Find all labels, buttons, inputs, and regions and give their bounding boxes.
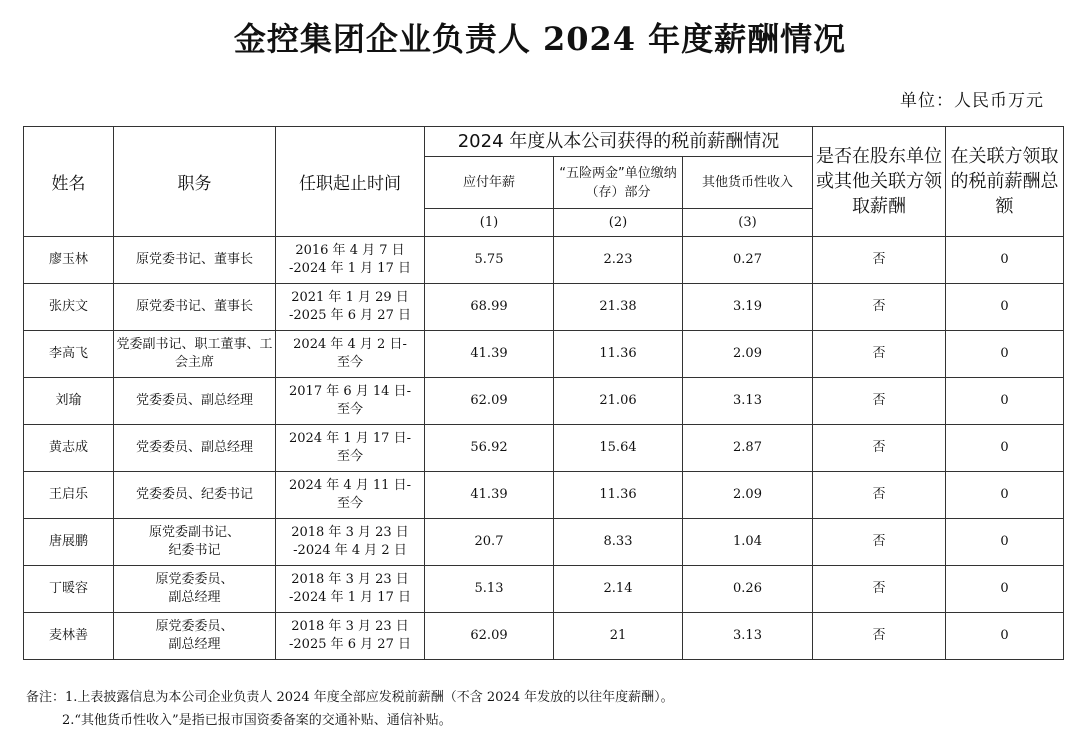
cell-related-pay: 否 — [813, 613, 946, 660]
cell-salary: 5.75 — [425, 237, 554, 284]
cell-name: 黄志成 — [24, 425, 114, 472]
cell-position: 原党委副书记、 纪委书记 — [114, 519, 276, 566]
cell-tenure: 2024 年 4 月 2 日- 至今 — [276, 331, 425, 378]
cell-tenure: 2018 年 3 月 23 日 -2024 年 4 月 2 日 — [276, 519, 425, 566]
cell-tenure: 2021 年 1 月 29 日 -2025 年 6 月 27 日 — [276, 284, 425, 331]
table-row — [24, 613, 1064, 660]
cell-name: 唐展鹏 — [24, 519, 114, 566]
cell-salary: 20.7 — [425, 519, 554, 566]
header-col-3: (3) — [683, 209, 813, 237]
table-row — [24, 331, 1064, 378]
table-row — [24, 472, 1064, 519]
cell-related-total: 0 — [946, 284, 1064, 331]
cell-related-total: 0 — [946, 237, 1064, 284]
cell-salary: 5.13 — [425, 566, 554, 613]
cell-position: 党委委员、纪委书记 — [114, 472, 276, 519]
cell-salary: 68.99 — [425, 284, 554, 331]
cell-name: 刘瑜 — [24, 378, 114, 425]
cell-insurance: 2.14 — [554, 566, 683, 613]
cell-tenure: 2018 年 3 月 23 日 -2024 年 1 月 17 日 — [276, 566, 425, 613]
cell-name: 廖玉林 — [24, 237, 114, 284]
cell-insurance: 21.38 — [554, 284, 683, 331]
table-row — [24, 378, 1064, 425]
header-col-2: (2) — [554, 209, 683, 237]
cell-salary: 62.09 — [425, 613, 554, 660]
cell-insurance: 2.23 — [554, 237, 683, 284]
cell-tenure: 2017 年 6 月 14 日- 至今 — [276, 378, 425, 425]
cell-related-total: 0 — [946, 425, 1064, 472]
note-1: 备注：1.上表披露信息为本公司企业负责人 2024 年度全部应发税前薪酬（不含 2024 年发放的以往年度薪酬）。 — [26, 690, 674, 705]
table-row — [24, 284, 1064, 331]
cell-insurance: 21.06 — [554, 378, 683, 425]
cell-related-pay: 否 — [813, 425, 946, 472]
cell-insurance: 8.33 — [554, 519, 683, 566]
header-name: 姓名 — [24, 127, 114, 237]
cell-tenure: 2016 年 4 月 7 日 -2024 年 1 月 17 日 — [276, 237, 425, 284]
cell-name: 张庆文 — [24, 284, 114, 331]
cell-name: 李高飞 — [24, 331, 114, 378]
cell-related-total: 0 — [946, 472, 1064, 519]
header-other-income: 其他货币性收入 — [683, 157, 813, 209]
cell-related-pay: 否 — [813, 284, 946, 331]
cell-salary: 41.39 — [425, 472, 554, 519]
cell-insurance: 11.36 — [554, 331, 683, 378]
cell-position: 原党委书记、董事长 — [114, 284, 276, 331]
header-related-pay: 是否在股东单位或其他关联方领取薪酬 — [813, 127, 946, 237]
cell-other-income: 2.09 — [683, 331, 813, 378]
cell-tenure: 2024 年 4 月 11 日- 至今 — [276, 472, 425, 519]
note-2: 2.“其他货币性收入”是指已报市国资委备案的交通补贴、通信补贴。 — [62, 713, 452, 728]
unit-label: 单位：人民币万元 — [900, 91, 1044, 111]
cell-other-income: 3.13 — [683, 378, 813, 425]
header-salary: 应付年薪 — [425, 157, 554, 209]
cell-related-total: 0 — [946, 378, 1064, 425]
table-row — [24, 566, 1064, 613]
cell-name: 丁暖容 — [24, 566, 114, 613]
cell-related-pay: 否 — [813, 331, 946, 378]
page-title: 金控集团企业负责人 2024 年度薪酬情况 — [233, 20, 847, 58]
header-col-1: (1) — [425, 209, 554, 237]
cell-related-pay: 否 — [813, 566, 946, 613]
cell-name: 王启乐 — [24, 472, 114, 519]
cell-position: 党委委员、副总经理 — [114, 378, 276, 425]
cell-related-total: 0 — [946, 566, 1064, 613]
cell-other-income: 0.26 — [683, 566, 813, 613]
cell-position: 原党委委员、 副总经理 — [114, 566, 276, 613]
header-insurance: “五险两金”单位缴纳（存）部分 — [554, 157, 683, 209]
cell-related-total: 0 — [946, 613, 1064, 660]
cell-other-income: 3.13 — [683, 613, 813, 660]
cell-name: 麦林善 — [24, 613, 114, 660]
cell-position: 党委委员、副总经理 — [114, 425, 276, 472]
cell-position: 原党委书记、董事长 — [114, 237, 276, 284]
cell-other-income: 3.19 — [683, 284, 813, 331]
cell-salary: 41.39 — [425, 331, 554, 378]
cell-other-income: 1.04 — [683, 519, 813, 566]
cell-other-income: 2.87 — [683, 425, 813, 472]
cell-insurance: 21 — [554, 613, 683, 660]
notes — [26, 686, 674, 732]
header-salary-group: 2024 年度从本公司获得的税前薪酬情况 — [425, 127, 813, 157]
cell-related-total: 0 — [946, 519, 1064, 566]
header-related-total: 在关联方领取的税前薪酬总额 — [946, 127, 1064, 237]
cell-insurance: 15.64 — [554, 425, 683, 472]
salary-table — [23, 126, 1064, 660]
header-tenure: 任职起止时间 — [276, 127, 425, 237]
cell-position: 原党委委员、 副总经理 — [114, 613, 276, 660]
table-row — [24, 519, 1064, 566]
cell-salary: 56.92 — [425, 425, 554, 472]
cell-tenure: 2024 年 1 月 17 日- 至今 — [276, 425, 425, 472]
cell-insurance: 11.36 — [554, 472, 683, 519]
cell-related-total: 0 — [946, 331, 1064, 378]
header-position: 职务 — [114, 127, 276, 237]
cell-salary: 62.09 — [425, 378, 554, 425]
cell-related-pay: 否 — [813, 378, 946, 425]
table-row — [24, 425, 1064, 472]
cell-related-pay: 否 — [813, 472, 946, 519]
cell-related-pay: 否 — [813, 237, 946, 284]
cell-other-income: 2.09 — [683, 472, 813, 519]
cell-other-income: 0.27 — [683, 237, 813, 284]
cell-related-pay: 否 — [813, 519, 946, 566]
table-row — [24, 237, 1064, 284]
cell-tenure: 2018 年 3 月 23 日 -2025 年 6 月 27 日 — [276, 613, 425, 660]
cell-position: 党委副书记、职工董事、工会主席 — [114, 331, 276, 378]
